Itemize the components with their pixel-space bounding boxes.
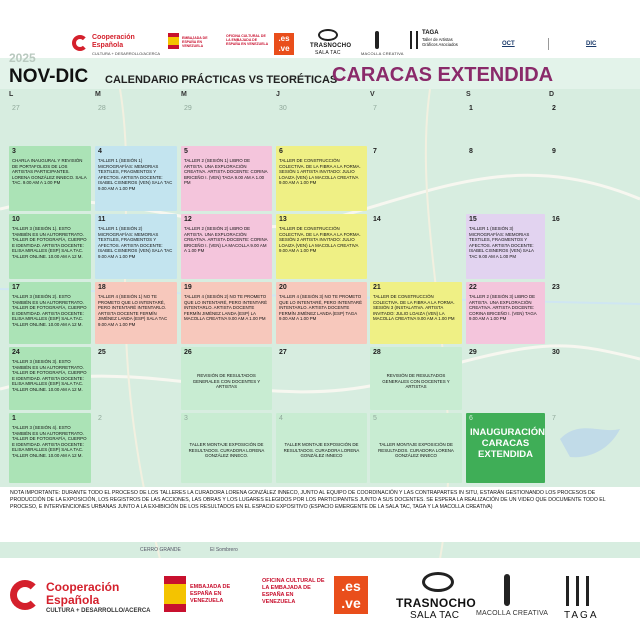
calendar-day-cell[interactable] xyxy=(95,214,177,279)
day-number: 2 xyxy=(552,105,556,112)
day-number: 27 xyxy=(12,105,20,112)
day-number: 26 xyxy=(184,349,192,356)
calendar-day-cell[interactable] xyxy=(95,282,177,344)
day-number: 27 xyxy=(279,349,287,356)
day-number: 28 xyxy=(98,105,106,112)
embassy-crest-icon xyxy=(164,576,186,584)
macolla-text: MACOLLA CREATIVA xyxy=(361,51,404,56)
calendar-day-cell[interactable] xyxy=(9,413,91,483)
calendar-day-cell[interactable] xyxy=(9,347,91,410)
oficina-bottom-text: OFICINA CULTURAL DE LA EMBAJADA DE ESPAÑA EN VENEZUELA xyxy=(262,578,325,605)
es-ve-bottom-logo: .es .ve xyxy=(334,576,368,614)
day-number: 16 xyxy=(552,216,560,223)
calendar-day-cell[interactable] xyxy=(181,146,272,211)
day-number: 8 xyxy=(469,148,473,155)
weekday-label: S xyxy=(466,91,471,98)
calendar-day-cell[interactable] xyxy=(9,282,91,344)
event-text: TALLER DE CONSTRUCCIÓN COLECTIVA. DE LA FIBRA A LA FORMA. SESIÓN 2 ARTISTA INVITADO: JULIO LOAIZA (VEN) LA MACOLLA CREATIVA 9.00 AM A 1.00 PM xyxy=(279,226,361,253)
day-number: 5 xyxy=(373,415,377,422)
weekday-label: M xyxy=(95,91,101,98)
day-number: 5 xyxy=(184,148,188,155)
day-number: 14 xyxy=(373,216,381,223)
macolla-leaf-icon xyxy=(375,31,379,49)
trasnocho-owl-icon xyxy=(318,29,338,41)
event-text: TALLER 4 (SESIÓN 3) NO TE PROMETO QUE LO INTENTARÉ, PERO INTENTARÉ INTENTARLO. ARTISTA DOCENTE FERMÍN JIMÉNEZ LANDA (ESP) TAGA 9.00 AM A 1.00 PM xyxy=(279,294,363,321)
event-text: TALLER 1 (SESIÓN 3) MICROGRAFÍAS: MEMORIAS TEXTILES, FRAGMENTOS Y AFECTOS. ARTISTA DOCENTE: ISABEL CISNEROS (VEN) SALA TAC 9.00 AM A 1.00 PM xyxy=(469,226,534,259)
calendar-day-cell[interactable] xyxy=(276,282,367,344)
event-text: TALLER 1 (SESIÓN 2) MICROGRAFÍAS: MEMORIAS TEXTILES, FRAGMENTOS Y AFECTOS. ARTISTA DOCENTE: ISABEL CISNEROS (VEN) SALA TAC 9.00 AM A 1.00 PM xyxy=(98,226,173,259)
day-number: 20 xyxy=(279,284,287,291)
calendar-day-cell[interactable] xyxy=(276,214,367,279)
coop-line3: CULTURA + DESARROLLO/ACERCA xyxy=(92,51,161,56)
day-number: 2 xyxy=(98,415,102,422)
calendar-day-cell[interactable] xyxy=(466,214,545,279)
macolla-leaf-icon xyxy=(504,574,510,606)
day-number: 17 xyxy=(12,284,20,291)
calendar-day-cell[interactable] xyxy=(549,282,633,344)
page-title: NOV-DIC xyxy=(9,66,89,87)
year-label: 2025 xyxy=(9,51,36,65)
day-number: 13 xyxy=(279,216,287,223)
map-label-sombrero: El Sombrero xyxy=(210,547,238,553)
taga-title: TAGA xyxy=(422,30,439,36)
calendar-day-cell[interactable] xyxy=(9,103,91,143)
coop-bottom-line3: CULTURA + DESARROLLO/ACERCA xyxy=(46,608,151,614)
calendar-day-cell[interactable] xyxy=(181,347,272,410)
event-text: CHARLA INAUGURAL Y REVISIÓN DE PORTAFOLIOS DE LOS ARTISTAS PARTICIPANTES. LORENA GONZÁLEZ INNECO. SALA TAC. 9.00 AM A 1.00 PM xyxy=(12,158,87,185)
day-number: 10 xyxy=(12,216,20,223)
menu-dic-link[interactable]: DIC xyxy=(586,41,597,47)
menu-divider xyxy=(548,38,549,50)
event-text: TALLER MONTAJE EXPOSICIÓN DE RESULTADOS. CURADORA LORENA GONZÁLEZ INNECO xyxy=(378,442,454,458)
day-number: 15 xyxy=(469,216,477,223)
day-number: 7 xyxy=(552,415,556,422)
calendar-day-cell[interactable] xyxy=(181,103,272,143)
macolla-bottom-text: MACOLLA CREATIVA xyxy=(476,610,549,617)
day-number: 22 xyxy=(469,284,477,291)
day-number: 19 xyxy=(184,284,192,291)
calendar-day-cell[interactable] xyxy=(370,282,462,344)
calendar-day-cell[interactable] xyxy=(181,282,272,344)
day-number: 1 xyxy=(12,415,16,422)
day-number: 12 xyxy=(184,216,192,223)
calendar-day-cell[interactable] xyxy=(370,146,462,211)
day-number: 29 xyxy=(469,349,477,356)
calendar-day-cell[interactable] xyxy=(370,347,462,410)
event-text: TALLER 3 (SESIÓN 4). ESTO TAMBIÉN ES UN AUTORRETRATO. TALLER DE FOTOGRAFÍA, CUERPO E IDENTIDAD. ARTISTA DOCENTE: ELISA MIRALLES (ESP) SALA TAC. TALLER ONLINE. 10.00 AM A 12 M. xyxy=(12,425,87,458)
coop-line2: Española xyxy=(92,42,124,49)
taga-bottom-text: TAGA xyxy=(564,610,599,621)
page-accent-title: CARACAS EXTENDIDA xyxy=(332,64,554,86)
map-label-cerro: CERRO GRANDE xyxy=(140,547,181,553)
event-text: TALLER 2 (SESIÓN 2) LIBRO DE ARTISTA. UNA EXPLORACIÓN CREATIVA. ARTISTA DOCENTE: CORINA BRICEÑO I. (VEN) LA MACOLLA 9.00 AM A 1.00 PM xyxy=(184,226,268,253)
oficina-text: OFICINA CULTURAL DE LA EMBAJADA DE ESPAÑA EN VENEZUELA xyxy=(226,34,269,46)
calendar-day-cell[interactable] xyxy=(276,413,367,483)
calendar-day-cell[interactable] xyxy=(549,347,633,410)
event-text: TALLER 2 (SESIÓN 3) LIBRO DE ARTISTA. UNA EXPLORACIÓN CREATIVA. ARTISTA DOCENTE: CORINA BRICEÑO I. (VEN) TAGA 9.00 AM A 1.00 PM xyxy=(469,294,537,321)
calendar-day-cell[interactable] xyxy=(9,214,91,279)
cooperacion-logo-icon xyxy=(72,35,88,51)
day-number: 3 xyxy=(184,415,188,422)
event-text: TALLER 1 (SESIÓN 1) MICROGRAFÍAS: MEMORIAS TEXTILES, FRAGMENTOS Y AFECTOS. ARTISTA DOCENTE: ISABEL CISNEROS (VEN) SALA TAC 9.00 AM A 1.00 PM xyxy=(98,158,173,191)
day-number: 25 xyxy=(98,349,106,356)
calendar-day-cell[interactable] xyxy=(95,146,177,211)
embajada-bottom-text: EMBAJADA DE ESPAÑA EN VENEZUELA xyxy=(190,584,231,604)
event-text: TALLER 3 (SESIÓN 2). ESTO TAMBIÉN ES UN AUTORRETRATO. TALLER DE FOTOGRAFÍA, CUERPO E IDENTIDAD. ARTISTA DOCENTE: ELISA MIRALLES (ESP) SALA TAC. TALLER ONLINE. 10.00 AM A 12 M. xyxy=(12,294,87,327)
day-number: 11 xyxy=(98,216,106,223)
trasnocho-text: TRASNOCHO xyxy=(310,43,352,49)
event-text: TALLER 3 (SESIÓN 1). ESTO TAMBIÉN ES UN AUTORRETRATO. TALLER DE FOTOGRAFÍA, CUERPO E IDENTIDAD. ARTISTA DOCENTE: ELISA MIRALLES (ESP) SALA TAC. TALLER ONLINE. 10.00 AM A 12 M. xyxy=(12,226,87,259)
es-ve-logo: .es .ve xyxy=(274,33,294,55)
taga-logo-icon xyxy=(566,576,569,606)
day-number: 30 xyxy=(279,105,287,112)
day-number: 7 xyxy=(373,148,377,155)
calendar-day-cell[interactable] xyxy=(276,347,367,410)
sala-tac-bottom-text: SALA TAC xyxy=(410,610,460,621)
weekday-label: V xyxy=(370,91,375,98)
day-number: 23 xyxy=(552,284,560,291)
weekday-label: J xyxy=(276,91,280,98)
event-text: REVISIÓN DE RESULTADOS GENERALES CON DOCENTES Y ARTISTAS xyxy=(382,373,450,389)
trasnocho-owl-icon xyxy=(422,572,454,592)
coop-bottom-line2: Española xyxy=(46,593,100,607)
day-number: 1 xyxy=(469,105,473,112)
calendar-day-cell[interactable] xyxy=(466,146,545,211)
day-number: 4 xyxy=(98,148,102,155)
calendar-day-cell[interactable] xyxy=(9,146,91,211)
day-number: 6 xyxy=(469,415,473,422)
day-number: 28 xyxy=(373,349,381,356)
page-subtitle: CALENDARIO PRÁCTICAS VS TEORÉTICAS xyxy=(105,74,338,86)
top-logo-strip xyxy=(0,0,640,58)
calendar-day-cell[interactable] xyxy=(466,347,545,410)
calendar-day-cell[interactable] xyxy=(466,413,545,483)
calendar-day-cell[interactable] xyxy=(549,103,633,143)
day-number: 7 xyxy=(373,105,377,112)
taga-subtitle: Taller de Artistas Gráficos Asociados xyxy=(422,37,458,47)
sala-tac-text: SALA TAC xyxy=(315,50,341,56)
coop-line1: Cooperación xyxy=(92,34,135,41)
calendar-day-cell[interactable] xyxy=(95,347,177,410)
day-number: 29 xyxy=(184,105,192,112)
embajada-text: EMBAJADA DE ESPAÑA EN VENEZUELA xyxy=(182,36,208,48)
event-text: TALLER DE CONSTRUCCIÓN COLECTIVA. DE LA FIBRA A LA FORMA. SESIÓN 3 (INSTALATIVA. ARTISTA INVITADO: JULIO LOAIZA (VEN) LA MACOLLA CREATIVA 9.00 AM A 1.00 PM xyxy=(373,294,455,321)
day-number: 21 xyxy=(373,284,381,291)
calendar-day-cell[interactable] xyxy=(549,214,633,279)
event-text: TALLER MONTAJE EXPOSICIÓN DE RESULTADOS. CURADORA LORENA GONZÁLEZ INNECO. xyxy=(188,442,265,458)
calendar-day-cell[interactable] xyxy=(181,413,272,483)
calendar-day-cell[interactable] xyxy=(370,103,462,143)
calendar-day-cell[interactable] xyxy=(466,103,545,143)
event-text: TALLER 2 (SESIÓN 1) LIBRO DE ARTISTA. UNA EXPLORACIÓN CREATIVA. ARTISTA DOCENTE: CORINA BRICEÑO I. (VEN) TAGA 9.00 AM A 1.00 PM xyxy=(184,158,268,185)
day-number: 3 xyxy=(12,148,16,155)
inauguration-event: INAUGURACIÓN CARACAS EXTENDIDA xyxy=(470,427,545,460)
event-text: TALLER 3 (SESIÓN 3). ESTO TAMBIÉN ES UN AUTORRETRATO. TALLER DE FOTOGRAFÍA, CUERPO E IDENTIDAD. ARTISTA DOCENTE: ELISA MIRALLES (ESP) SALA TAC. TALLER ONLINE. 10.00 AM A 12 M. xyxy=(12,359,87,392)
calendar-day-cell[interactable] xyxy=(370,214,462,279)
important-note: NOTA IMPORTANTE: DURANTE TODO EL PROCESO DE LOS TALLERES LA CURADORA LORENA GONZÁLEZ INNECO, JUNTO AL EQUIPO DE COORDINACIÓN Y LAS CONTRAPARTES IN SITU, ESTARÁN GESTIONANDO LOS PROCESOS DE PRODUCCIÓN DE LA EXPOSICIÓN, LOS REGISTROS DE LAS ACCIONES, LAS OBRAS Y LOS LUGARES ELEGIDOS POR LOS PARTICIPANTES JUNTO A SUS DOCENTES. SE ESPERA LA REALIZACIÓN DE UN VIDEO QUE DOCUMENTE TODO EL PROCESO, E INTERVENCIONES URBANAS JUNTO A LA EXHIBICIÓN DE LOS RESULTADOS EN EL ESPACIO EXPOSITIVO (ESPACIO EMERGENTE DE LA SALA TAC, TAGA Y LA MACOLLA CREATIVA) xyxy=(0,487,640,542)
event-text: TALLER MONTAJE EXPOSICIÓN DE RESULTADOS. CURADORA LORENA GONZÁLEZ INNECO xyxy=(283,442,360,458)
calendar-day-cell[interactable] xyxy=(276,146,367,211)
day-number: 30 xyxy=(552,349,560,356)
calendar-day-cell[interactable] xyxy=(95,413,177,483)
cooperacion-logo-icon xyxy=(10,580,40,610)
event-text: TALLER 4 (SESIÓN 2) NO TE PROMETO QUE LO INTENTARÉ, PERO INTENTARÉ INTENTARLO. ARTISTA DOCENTE FERMÍN JIMÉNEZ LANDA (ESP) LA MACOLLA CREATIVA 9.00 AM A 1.00 PM xyxy=(184,294,268,321)
day-number: 18 xyxy=(98,284,106,291)
weekday-label: L xyxy=(9,91,14,98)
trasnocho-bottom-text: TRASNOCHO xyxy=(396,596,477,610)
day-number: 24 xyxy=(12,349,20,356)
calendar-day-cell[interactable] xyxy=(466,282,545,344)
calendar-day-cell[interactable] xyxy=(276,103,367,143)
coop-bottom-line1: Cooperación xyxy=(46,580,120,594)
calendar-day-cell[interactable] xyxy=(549,413,633,483)
weekday-label: D xyxy=(549,91,555,98)
day-number: 6 xyxy=(279,148,283,155)
taga-logo-icon xyxy=(410,31,412,49)
event-text: TALLER DE CONSTRUCCIÓN COLECTIVA. DE LA FIBRA A LA FORMA. SESIÓN 1 ARTISTA INVITADO: JULIO LOAIZA (VEN) LA MACOLLA CREATIVA 9.00 AM A 1.00 PM xyxy=(279,158,361,185)
weekday-label: M xyxy=(181,91,187,98)
calendar-day-cell[interactable] xyxy=(370,413,462,483)
event-text: REVISIÓN DE RESULTADOS GENERALES CON DOCENTES Y ARTISTAS xyxy=(192,373,261,389)
calendar-day-cell[interactable] xyxy=(549,146,633,211)
menu-oct-link[interactable]: OCT xyxy=(502,41,515,47)
event-text: TALLER 4 (SESIÓN 1) NO TE PROMETO QUE LO INTENTARÉ, PERO INTENTARÉ INTENTARLO. ARTISTA DOCENTE FERMÍN JIMÉNEZ LANDA (ESP) SALA TAC 9.00 AM A 1.00 PM xyxy=(98,294,168,327)
calendar-day-cell[interactable] xyxy=(95,103,177,143)
calendar-day-cell[interactable] xyxy=(181,214,272,279)
day-number: 4 xyxy=(279,415,283,422)
day-number: 9 xyxy=(552,148,556,155)
bottom-logo-strip xyxy=(0,558,640,640)
